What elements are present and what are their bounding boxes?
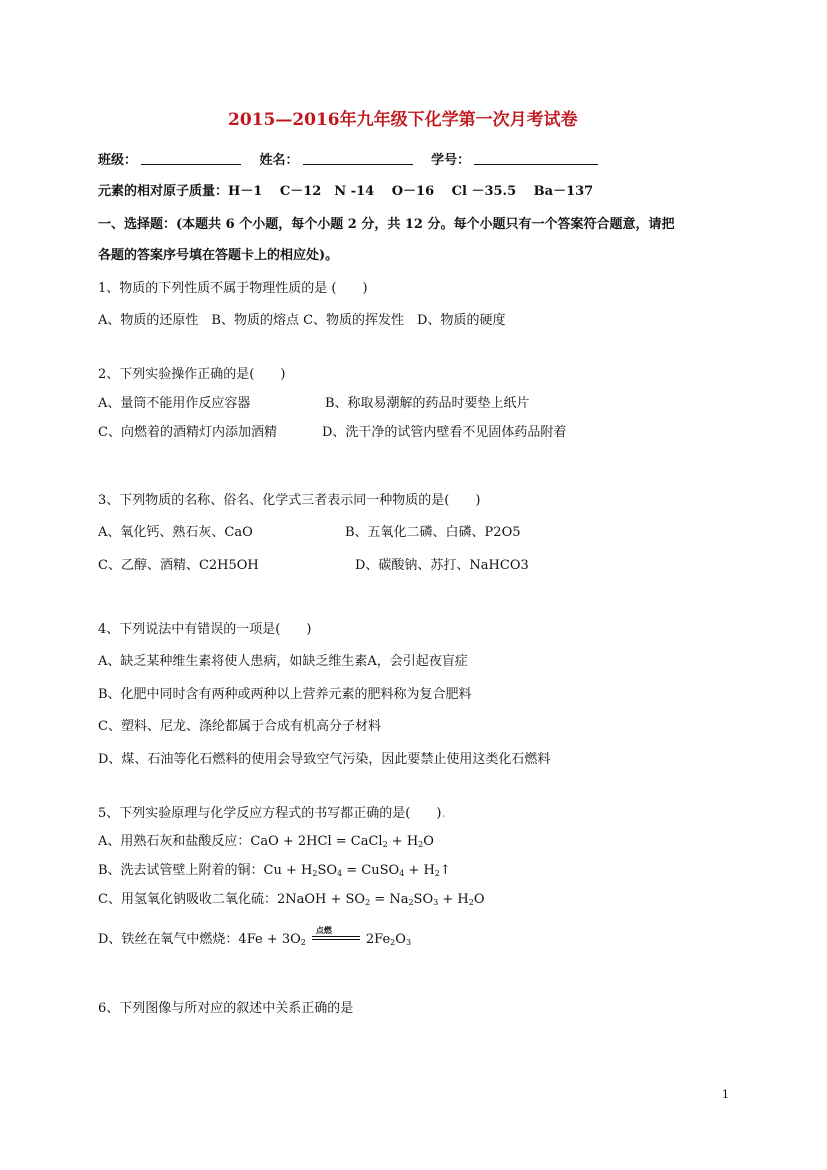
section-heading-line1: 一、选择题：(本题共 6 个小题，每个小题 2 分，共 12 分。每个小题只有一个答案符合题意，请把 (98, 217, 675, 232)
option-b-sub: 4 (337, 869, 343, 878)
option-c-text: = Na (370, 892, 409, 907)
question-5-option-c (98, 892, 484, 908)
option-c-text: + H (438, 892, 469, 907)
option-b-text: SO (317, 863, 338, 878)
name-field[interactable] (303, 151, 413, 165)
question-3-option-d: D、碳酸钠、苏打、NaHCO3 (355, 558, 529, 573)
class-label: 班级： (98, 153, 138, 168)
question-4-option-b: B、化肥中同时含有两种或两种以上营养元素的肥料称为复合肥料 (98, 687, 472, 702)
atomic-masses: 元素的相对原子质量：H－1 C－12 N -14 O－16 Cl －35.5 Ba－137 (98, 184, 594, 199)
number-field[interactable] (474, 151, 598, 165)
question-2-option-d: D、洗干净的试管内壁看不见固体药品附着 (322, 425, 567, 440)
question-5-option-b (98, 863, 451, 879)
number-label: 学号： (431, 153, 471, 168)
option-c-sub: 2 (408, 898, 414, 907)
question-2-stem: 2、下列实验操作正确的是( ) (98, 367, 286, 382)
question-4-stem: 4、下列说法中有错误的一项是( ) (98, 622, 312, 637)
option-b-text: B、洗去试管壁上附着的铜：Cu + H (98, 863, 313, 878)
page-number: 1 (722, 1088, 729, 1101)
option-b-text: = CuSO (342, 863, 400, 878)
option-c-text: SO (413, 892, 434, 907)
option-b-sub: 2 (312, 869, 318, 878)
name-label: 姓名： (259, 153, 299, 168)
option-b-sub: 2 (434, 869, 440, 878)
option-d-sub: 2 (390, 938, 396, 947)
section-heading-line2: 各题的答案序号填在答题卡上的相应处)。 (98, 248, 339, 263)
option-a-sub: 2 (418, 840, 424, 849)
question-4-option-d: D、煤、石油等化石燃料的使用会导致空气污染，因此要禁止使用这类化石燃料 (98, 752, 551, 767)
option-c-text: O (473, 892, 485, 907)
question-5-text: 下列实验原理与化学反应方程式的书写都正确的是( ) (119, 806, 442, 821)
option-d-sub: 3 (405, 938, 412, 947)
option-c-sub: 3 (433, 898, 439, 907)
option-d-text: D、铁丝在氧气中燃烧：4Fe + 3O (98, 932, 301, 947)
question-3-option-c: C、乙醇、酒精、C2H5OH (98, 558, 259, 573)
option-d-sub: 2 (300, 938, 306, 947)
up-arrow-icon: ↑ (439, 863, 451, 878)
option-c-sub: 2 (468, 898, 474, 907)
option-a-text: A、用熟石灰和盐酸反应：CaO + 2HCl = CaCl (98, 834, 383, 849)
option-c-sub: 2 (365, 898, 371, 907)
question-2-option-c: C、向燃着的酒精灯内添加酒精 (98, 425, 277, 440)
option-b-sub: 4 (399, 869, 405, 878)
class-field[interactable] (141, 151, 241, 165)
option-a-sub: 2 (382, 840, 388, 849)
option-a-text: + H (387, 834, 419, 849)
question-4-option-c: C、塑料、尼龙、涤纶都属于合成有机高分子材料 (98, 719, 381, 734)
question-2-option-b: B、称取易潮解的药品时要垫上纸片 (325, 396, 530, 411)
student-info-row (98, 151, 602, 169)
page-title: 2015—2016年九年级下化学第一次月考试卷 (228, 110, 578, 130)
option-d-text: 2Fe (365, 932, 391, 947)
question-3-stem: 3、下列物质的名称、俗名、化学式三者表示同一种物质的是( ) (98, 493, 481, 508)
question-6-stem: 6、下列图像与所对应的叙述中关系正确的是 (98, 1001, 354, 1016)
question-5-option-a (98, 834, 434, 850)
question-5-stem (98, 806, 446, 822)
reaction-condition: 点燃 (315, 925, 332, 935)
question-1-options: A、物质的还原性 B、物质的熔点 C、物质的挥发性 D、物质的硬度 (98, 313, 506, 328)
question-3-option-b: B、五氧化二磷、白磷、P2O5 (345, 525, 521, 540)
question-3-option-a: A、氧化钙、熟石灰、CaO (98, 525, 253, 540)
question-5-option-d (98, 925, 412, 948)
option-d-text: O (395, 932, 406, 947)
question-1-stem: 1、物质的下列性质不属于物理性质的是 ( ) (98, 281, 368, 296)
question-5-mark: . (441, 806, 446, 821)
option-a-text: O (423, 834, 434, 849)
option-c-text: C、用氢氧化钠吸收二氧化硫：2NaOH + SO (98, 892, 366, 907)
question-4-option-a: A、缺乏某种维生素将使人患病，如缺乏维生素A，会引起夜盲症 (98, 654, 468, 669)
question-2-option-a: A、量筒不能用作反应容器 (98, 396, 251, 411)
reaction-condition-arrow (312, 925, 360, 946)
question-5-number: 5、 (98, 806, 120, 821)
option-b-text: + H (404, 863, 435, 878)
